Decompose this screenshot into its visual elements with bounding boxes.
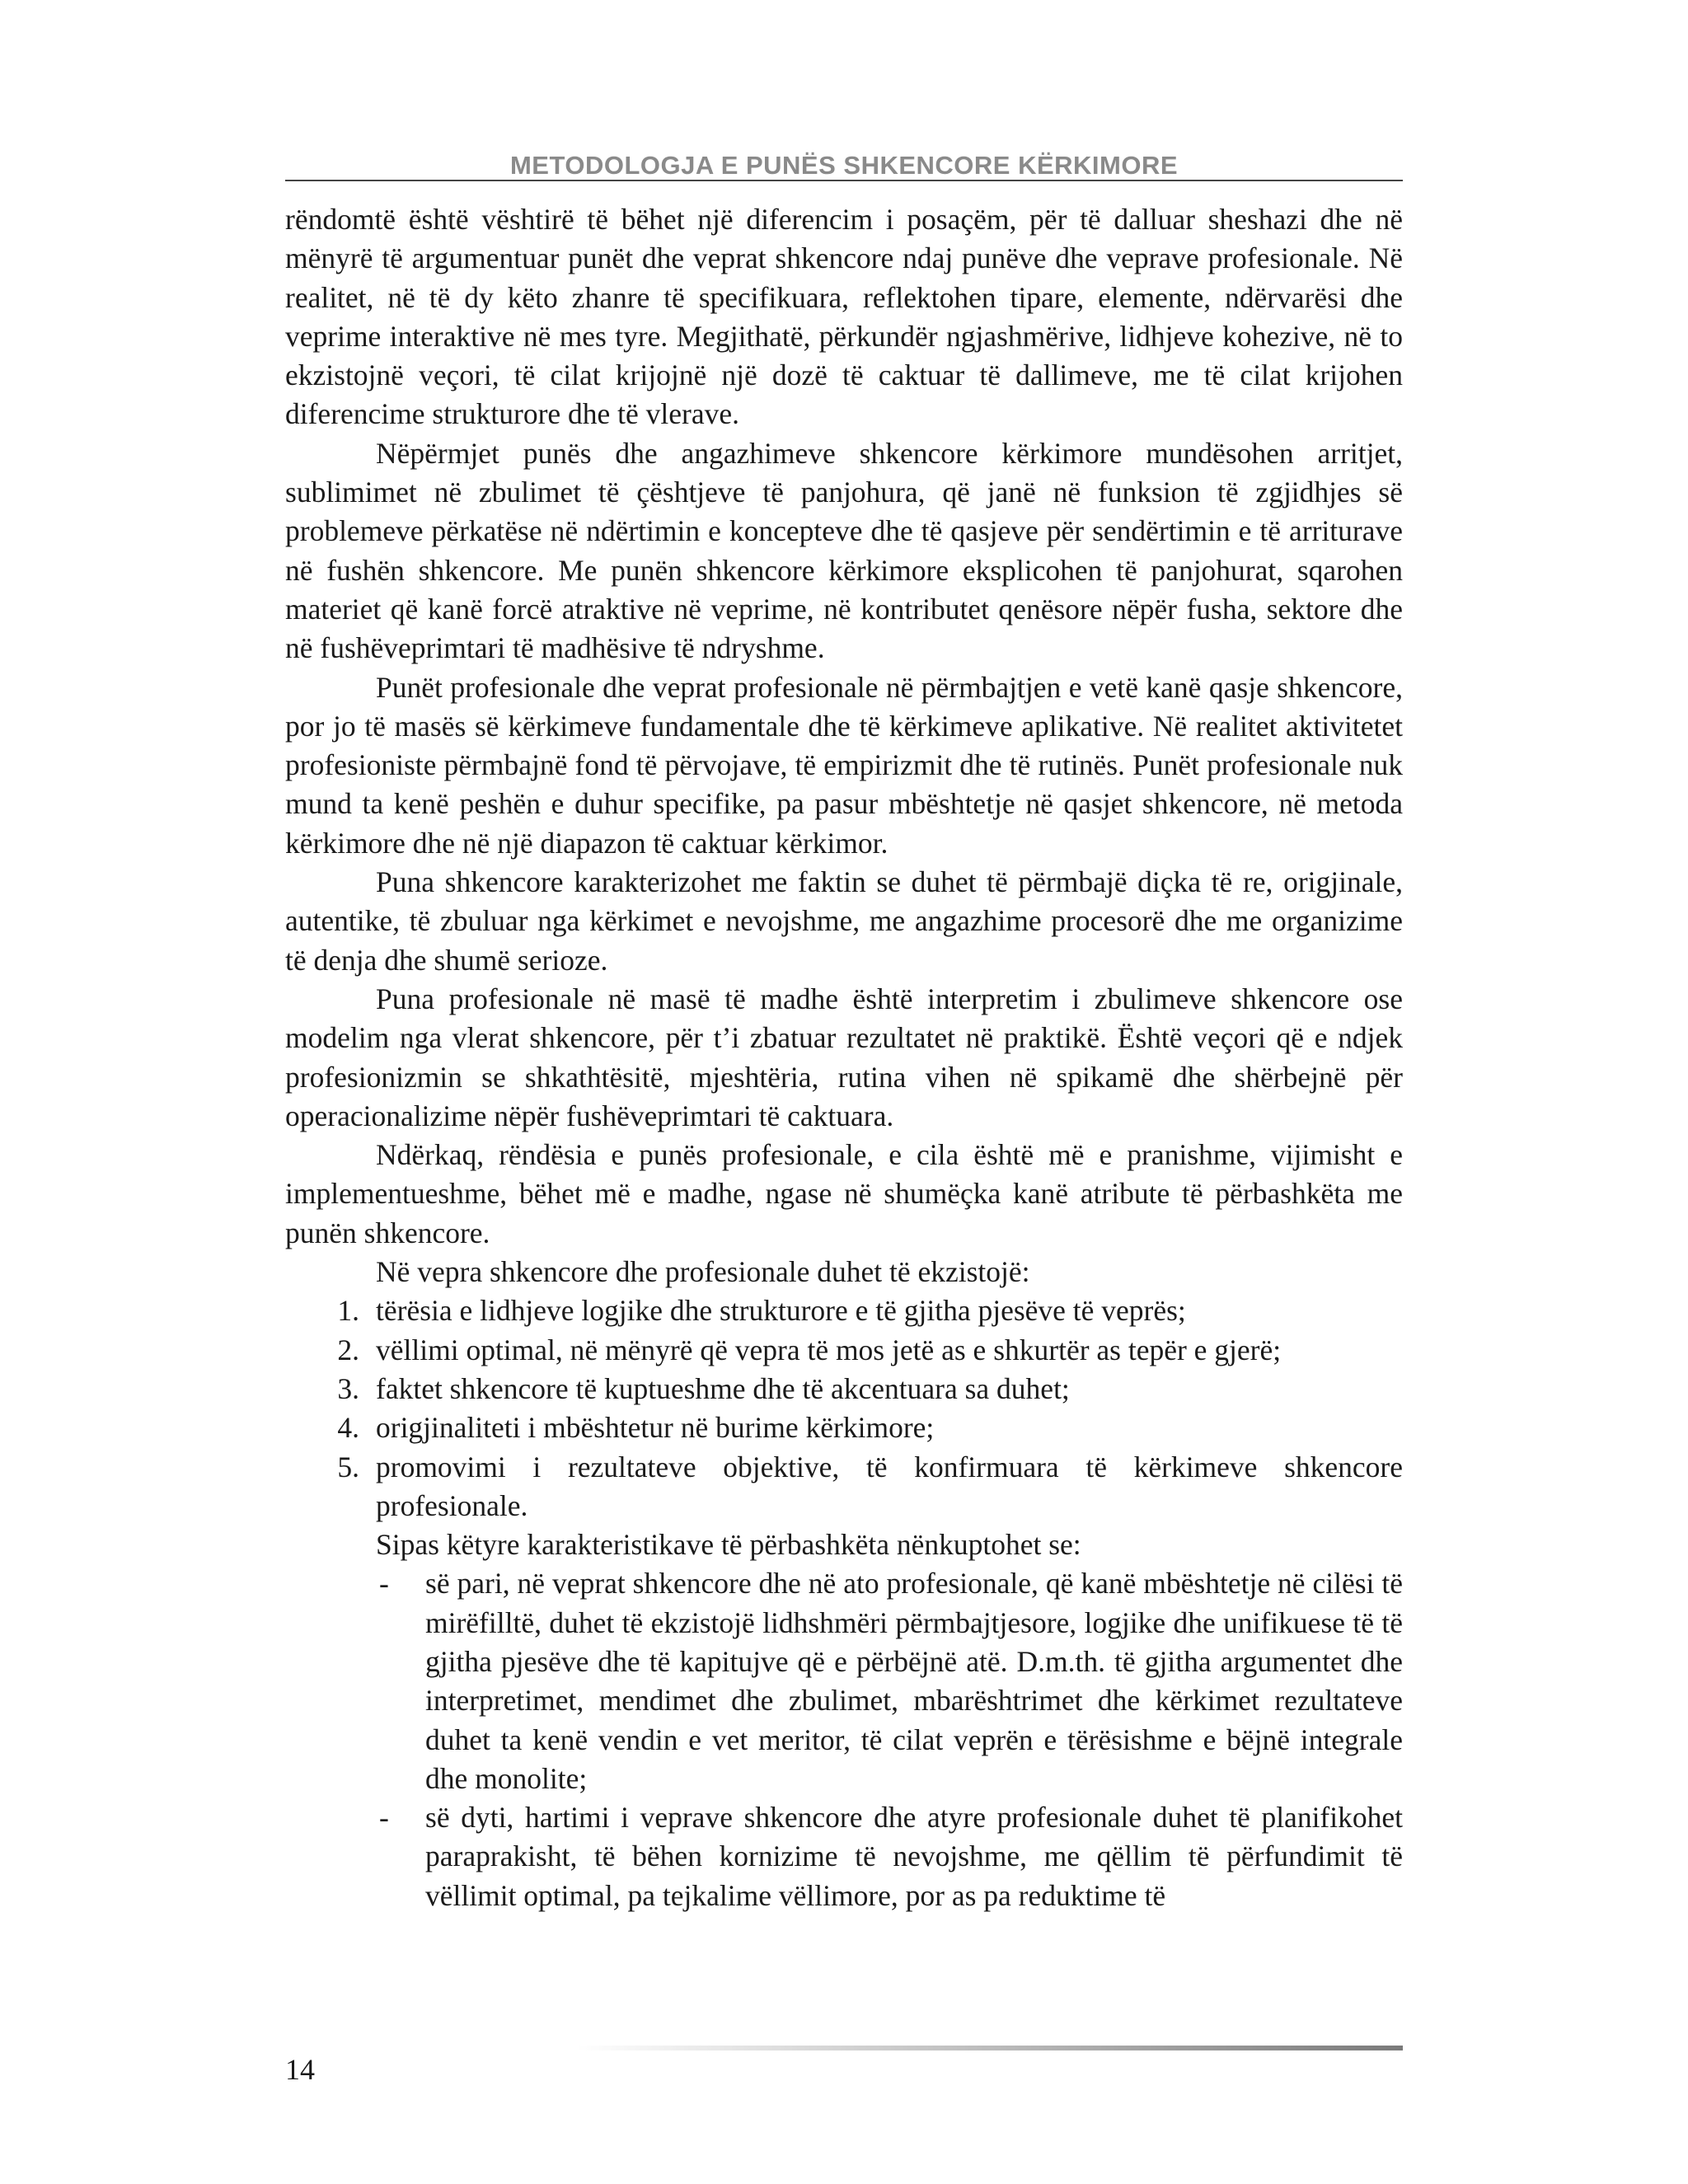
page-body xyxy=(285,200,1403,1915)
list-item xyxy=(285,1448,1403,1526)
running-header: METODOLOGJA E PUNËS SHKENCORE KËRKIMORE xyxy=(509,151,1179,180)
paragraph: rëndomtë është vështirë të bëhet një diferencim i posaçëm, për të dalluar sheshazi dhe në mënyrë të argumentuar punët dhe veprat shkencore ndaj punëve dhe veprave profesionale. Në realitet, në të dy këto zhanre të specifikuara, reflektohen tipare, elemente, ndërvarësi dhe veprime interaktive në mes tyre. Megjithatë, përkundër ngjashmërive, lidhjeve kohezive, në to ekzistojnë veçori, të cilat krijojnë një dozë të caktuar të dallimeve, me të cilat krijohen diferencime strukturore dhe të vlerave. xyxy=(285,203,1403,431)
list-item-text: së pari, në veprat shkencore dhe në ato profesionale, që kanë mbështetje në cilësi të mirëfilltë, duhet të ekzistojë lidhshmëri përmbajtjesore, logjike dhe unifikuese të të gjitha pjesëve dhe të kapitujve që e përbëjnë atë. D.m.th. të gjitha argumentet dhe interpretimet, mendimet dhe zbulimet, mbarështrimet dhe kërkimet rezultateve duhet ta kenë vendin e vet meritor, të cilat veprën e tërësishme e bëjnë integrale dhe monolite; xyxy=(425,1567,1403,1795)
list-number: 4. xyxy=(337,1411,359,1445)
paragraph: Ndërkaq, rëndësia e punës profesionale, e cila është më e pranishme, vijimisht e implementueshme, bëhet më e madhe, ngase në shumëçka kanë atribute të përbashkëta me punën shkencore. xyxy=(285,1138,1403,1249)
list-number: 5. xyxy=(337,1450,359,1483)
list-intro: Në vepra shkencore dhe profesionale duhet të ekzistojë: xyxy=(376,1255,1030,1289)
dash-marker: - xyxy=(379,1567,389,1601)
list-number: 2. xyxy=(337,1333,359,1366)
dash-list-intro: Sipas këtyre karakteristikave të përbashkëta nënkuptohet se: xyxy=(376,1528,1081,1562)
footer-rule xyxy=(577,2046,1403,2050)
list-number: 3. xyxy=(337,1371,359,1405)
list-item xyxy=(285,1408,1403,1447)
paragraph: Puna shkencore karakterizohet me faktin se duhet të përmbajë diçka të re, origjinale, autentike, të zbuluar nga kërkimet e nevojshme, me angazhime procesorë dhe me organizime të denja dhe shumë serioze. xyxy=(285,865,1403,977)
list-item-text: së dyti, hartimi i veprave shkencore dhe atyre profesionale duhet të planifikohet paraprakisht, të bëhen kornizime të nevojshme, me qëllim të përfundimit të vëllimit optimal, pa tejkalime vëllimore, por as pa reduktime të xyxy=(425,1801,1403,1912)
list-item xyxy=(285,1331,1403,1370)
list-item-text: faktet shkencore të kuptueshme dhe të akcentuara sa duhet; xyxy=(376,1371,1070,1405)
dash-list xyxy=(285,1564,1403,1915)
page-number: 14 xyxy=(285,2053,315,2086)
list-item-text: origjinaliteti i mbështetur në burime kërkimore; xyxy=(376,1411,935,1445)
list-item xyxy=(285,1370,1403,1408)
paragraph: Puna profesionale në masë të madhe është interpretim i zbulimeve shkencore ose modelim nga vlerat shkencore, për t’i zbatuar rezultatet në praktikë. Është veçori që e ndjek profesionizmin se shkathtësitë, mjeshtëria, rutina vihen në spikamë dhe shërbejnë për operacionalizime nëpër fushëveprimtari të caktuara. xyxy=(285,982,1403,1132)
list-item xyxy=(285,1798,1403,1915)
list-item-text: tërësia e lidhjeve logjike dhe strukturore e të gjitha pjesëve të veprës; xyxy=(376,1294,1186,1328)
numbered-list xyxy=(285,1291,1403,1526)
header-rule xyxy=(285,180,1403,181)
paragraph: Punët profesionale dhe veprat profesionale në përmbajtjen e vetë kanë qasje shkencore, por jo të masës së kërkimeve fundamentale dhe të kërkimeve aplikative. Në realitet aktivitetet profesioniste përmbajnë fond të përvojave, të empirizmit dhe të rutinës. Punët profesionale nuk mund ta kenë peshën e duhur specifike, pa pasur mbështetje në qasjet shkencore, në metoda kërkimore dhe në një diapazon të caktuar kërkimor. xyxy=(285,670,1403,860)
dash-marker: - xyxy=(379,1801,389,1835)
paragraph: Nëpërmjet punës dhe angazhimeve shkencore kërkimore mundësohen arritjet, sublimimet në zbulimet të çështjeve të panjohura, që janë në funksion të zgjidhjes së problemeve përkatëse në ndërtimin e koncepteve dhe të qasjeve për sendërtimin e të arriturave në fushën shkencore. Me punën shkencore kërkimore eksplicohen të panjohurat, sqarohen materiet që kanë forcë atraktive në veprime, në kontributet qenësore nëpër fusha, sektore dhe në fushëveprimtari të madhësive të ndryshme. xyxy=(285,436,1403,665)
list-item-text: promovimi i rezultateve objektive, të konfirmuara të kërkimeve shkencore profesionale. xyxy=(376,1450,1403,1522)
list-item xyxy=(285,1291,1403,1330)
list-item-text: vëllimi optimal, në mënyrë që vepra të mos jetë as e shkurtër as tepër e gjerë; xyxy=(376,1333,1282,1366)
list-number: 1. xyxy=(337,1294,359,1328)
list-item xyxy=(285,1564,1403,1798)
